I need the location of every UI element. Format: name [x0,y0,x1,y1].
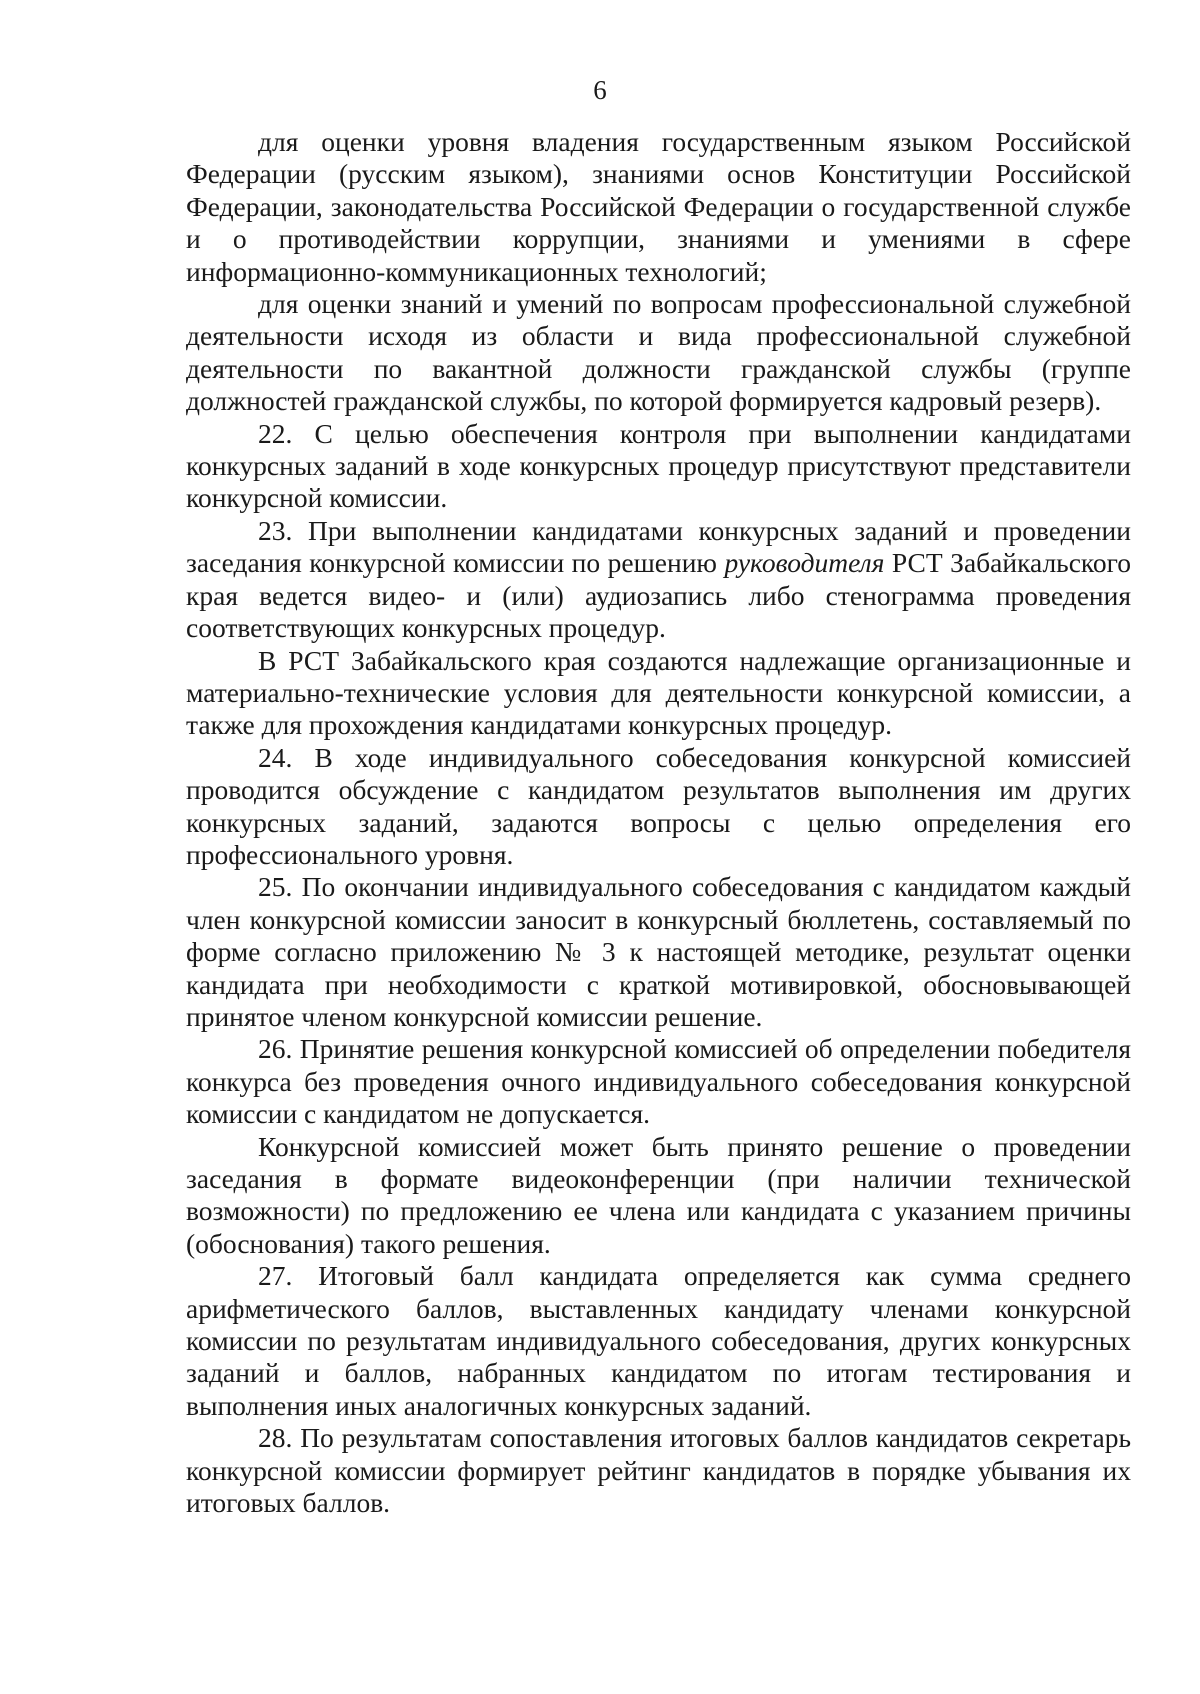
paragraph-item-28: 28. По результатам сопоставления итоговых баллов кандидатов секретарь конкурсной комиссии формирует рейтинг кандидатов в порядке убывания их итоговых баллов. [186,1422,1131,1519]
paragraph-item-27: 27. Итоговый балл кандидата определяется как сумма среднего арифметического баллов, выставленных кандидату членами конкурсной комиссии по результатам индивидуального собеседования, других конкурсных заданий и баллов, набранных кандидатом по итогам тестирования и выполнения иных аналогичных конкурсных заданий. [186,1260,1131,1421]
paragraph-item-26: 26. Принятие решения конкурсной комиссией об определении победителя конкурса без проведения очного индивидуального собеседования конкурсной комиссии с кандидатом не допускается. [186,1033,1131,1130]
paragraph-item-23-italic: руководителя [724,547,885,579]
paragraph-language-assessment: для оценки уровня владения государственным языком Российской Федерации (русским языком), знаниями основ Конституции Российской Федерации, законодательства Российской Федерации о государственной службе и о противодействии коррупции, знаниями и умениями в сфере информационно-коммуникационных технологий; [186,126,1131,287]
paragraph-videoconference: Конкурсной комиссией может быть принято решение о проведении заседания в формате видеоконференции (при наличии технической возможности) по предложению ее члена или кандидата с указанием причины (обоснования) такого решения. [186,1130,1131,1259]
paragraph-professional-assessment: для оценки знаний и умений по вопросам профессиональной служебной деятельности исходя из области и вида профессиональной служебной деятельности по вакантной должности гражданской службы (группе должностей гражданской службы, по которой формируется кадровый резерв). [186,288,1131,417]
paragraph-item-25: 25. По окончании индивидуального собеседования с кандидатом каждый член конкурсной комиссии заносит в конкурсный бюллетень, составляемый по форме согласно приложению № 3 к настоящей методике, результат оценки кандидата при необходимости с краткой мотивировкой, обосновывающей принятое членом конкурсной комиссии решение. [186,871,1131,1032]
document-body [186,126,1131,1519]
page-number: 6 [593,75,607,105]
paragraph-item-22: 22. С целью обеспечения контроля при выполнении кандидатами конкурсных заданий в ходе конкурсных процедур присутствуют представители конкурсной комиссии. [186,417,1131,514]
paragraph-item-24: 24. В ходе индивидуального собеседования конкурсной комиссией проводится обсуждение с кандидатом результатов выполнения им других конкурсных заданий, задаются вопросы с целью определения его профессионального уровня. [186,741,1131,870]
paragraph-item-23 [186,515,1131,645]
paragraph-item-23-start: 23. При выполнении кандидатами конкурсных заданий и проведении заседания конкурсной комиссии по решению [186,514,1131,579]
paragraph-conditions: В РСТ Забайкальского края создаются надлежащие организационные и материально-технические условия для деятельности конкурсной комиссии, а также для прохождения кандидатами конкурсных процедур. [186,644,1131,741]
paragraph-item-23-end: РСТ Забайкальского края ведется видео- и (или) аудиозапись либо стенограмма проведения соответствующих конкурсных процедур. [186,547,1131,644]
